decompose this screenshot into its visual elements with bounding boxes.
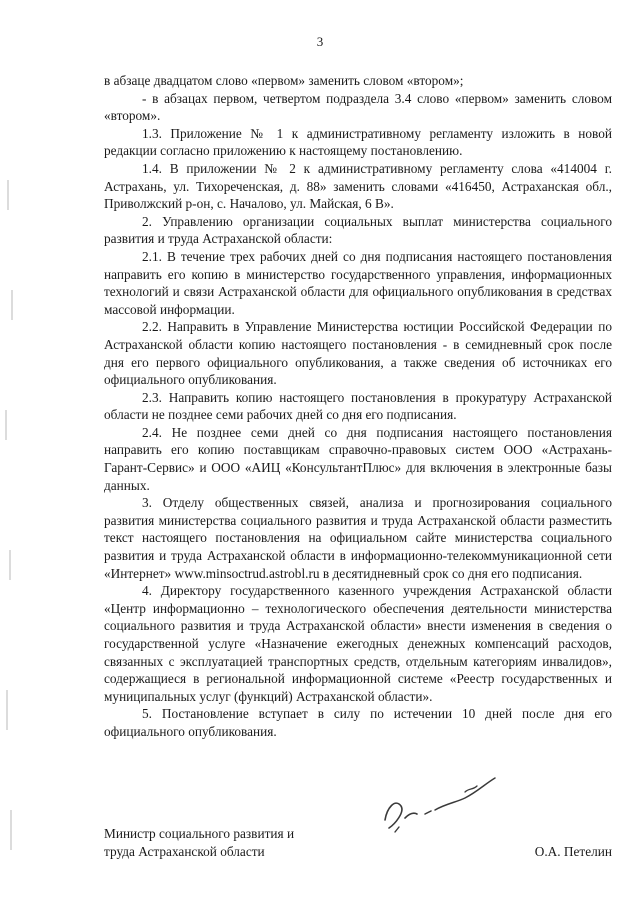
signatory-name: О.А. Петелин [534,844,612,859]
paragraph-5: 2. Управлению организации социальных выплат министерства социального развития и труда Астраханской области: [104,213,612,247]
page-number: 3 [316,34,324,49]
paragraph-12: 5. Постановление вступает в силу по истечении 10 дней после дня его официального опубликования. [104,706,612,739]
signatory-title: Министр социального развития и труда Астраханской области [104,826,295,859]
paragraph-10: 3. Отделу общественных связей, анализа и прогнозирования социального развития министерства социального развития и труда Астраханской области разместить текст настоящего постановления на официальном сайте министерства социального развития и труда Астраханской области в информационно-телекоммуникационной сети «Интернет» www.minsoctrud.astrobl.ru в десятидневный срок со дня его подписания. [104,495,612,581]
document-body [104,72,612,741]
handwritten-signature [365,748,535,838]
paragraph-1: в абзаце двадцатом слово «первом» заменить словом «втором»; [104,73,464,88]
paragraph-3: 1.3. Приложение № 1 к административному регламенту изложить в новой редакции согласно приложению к настоящему постановлению. [104,125,612,159]
paragraph-11: 4. Директору государственного казенного учреждения Астраханской области «Центр информационно – технологического обеспечения деятельности министерства социального развития и труда Астраханской области» внести изменения в сведения о государственной услуге «Назначение ежегодных денежных компенсаций расходов, связанных с эксплуатацией транспортных средств, отдельным категориям инвалидов», содержащиеся в региональной информационной системе «Реестр государственных и муниципальных услуг (функций) Астраханской области». [104,583,612,704]
paragraph-9: 2.4. Не позднее семи дней со дня подписания настоящего постановления направить его копию поставщикам справочно-правовых систем ООО «Астрахань-Гарант-Сервис» и ООО «АИЦ «КонсультантПлюс» для включения в электронные базы данных. [104,424,612,493]
paragraph-4: 1.4. В приложении № 2 к административному регламенту слова «414004 г. Астрахань, ул. Тихореченская, д. 88» заменить словами «416450, Астраханская обл., Приволжский р-он, с. Началово, ул. Майская, 6 В». [104,160,612,212]
paragraph-6: 2.1. В течение трех рабочих дней со дня подписания настоящего постановления направить его копию в министерство государственного управления, информационных технологий и связи Астраханской области для официального опубликования в средствах массовой информации. [104,248,612,317]
paragraph-2: - в абзацах первом, четвертом подраздела 3.4 слово «первом» заменить словом «втором». [104,90,612,124]
paragraph-7: 2.2. Направить в Управление Министерства юстиции Российской Федерации по Астраханской области копию настоящего постановления - в семидневный срок после дня его первого официального опубликования, а также сведения об источниках его официального опубликования. [104,319,612,388]
paragraph-8: 2.3. Направить копию настоящего постановления в прокуратуру Астраханской области не позднее семи рабочих дней со дня его подписания. [104,389,612,423]
scan-margin-marks [0,170,30,870]
